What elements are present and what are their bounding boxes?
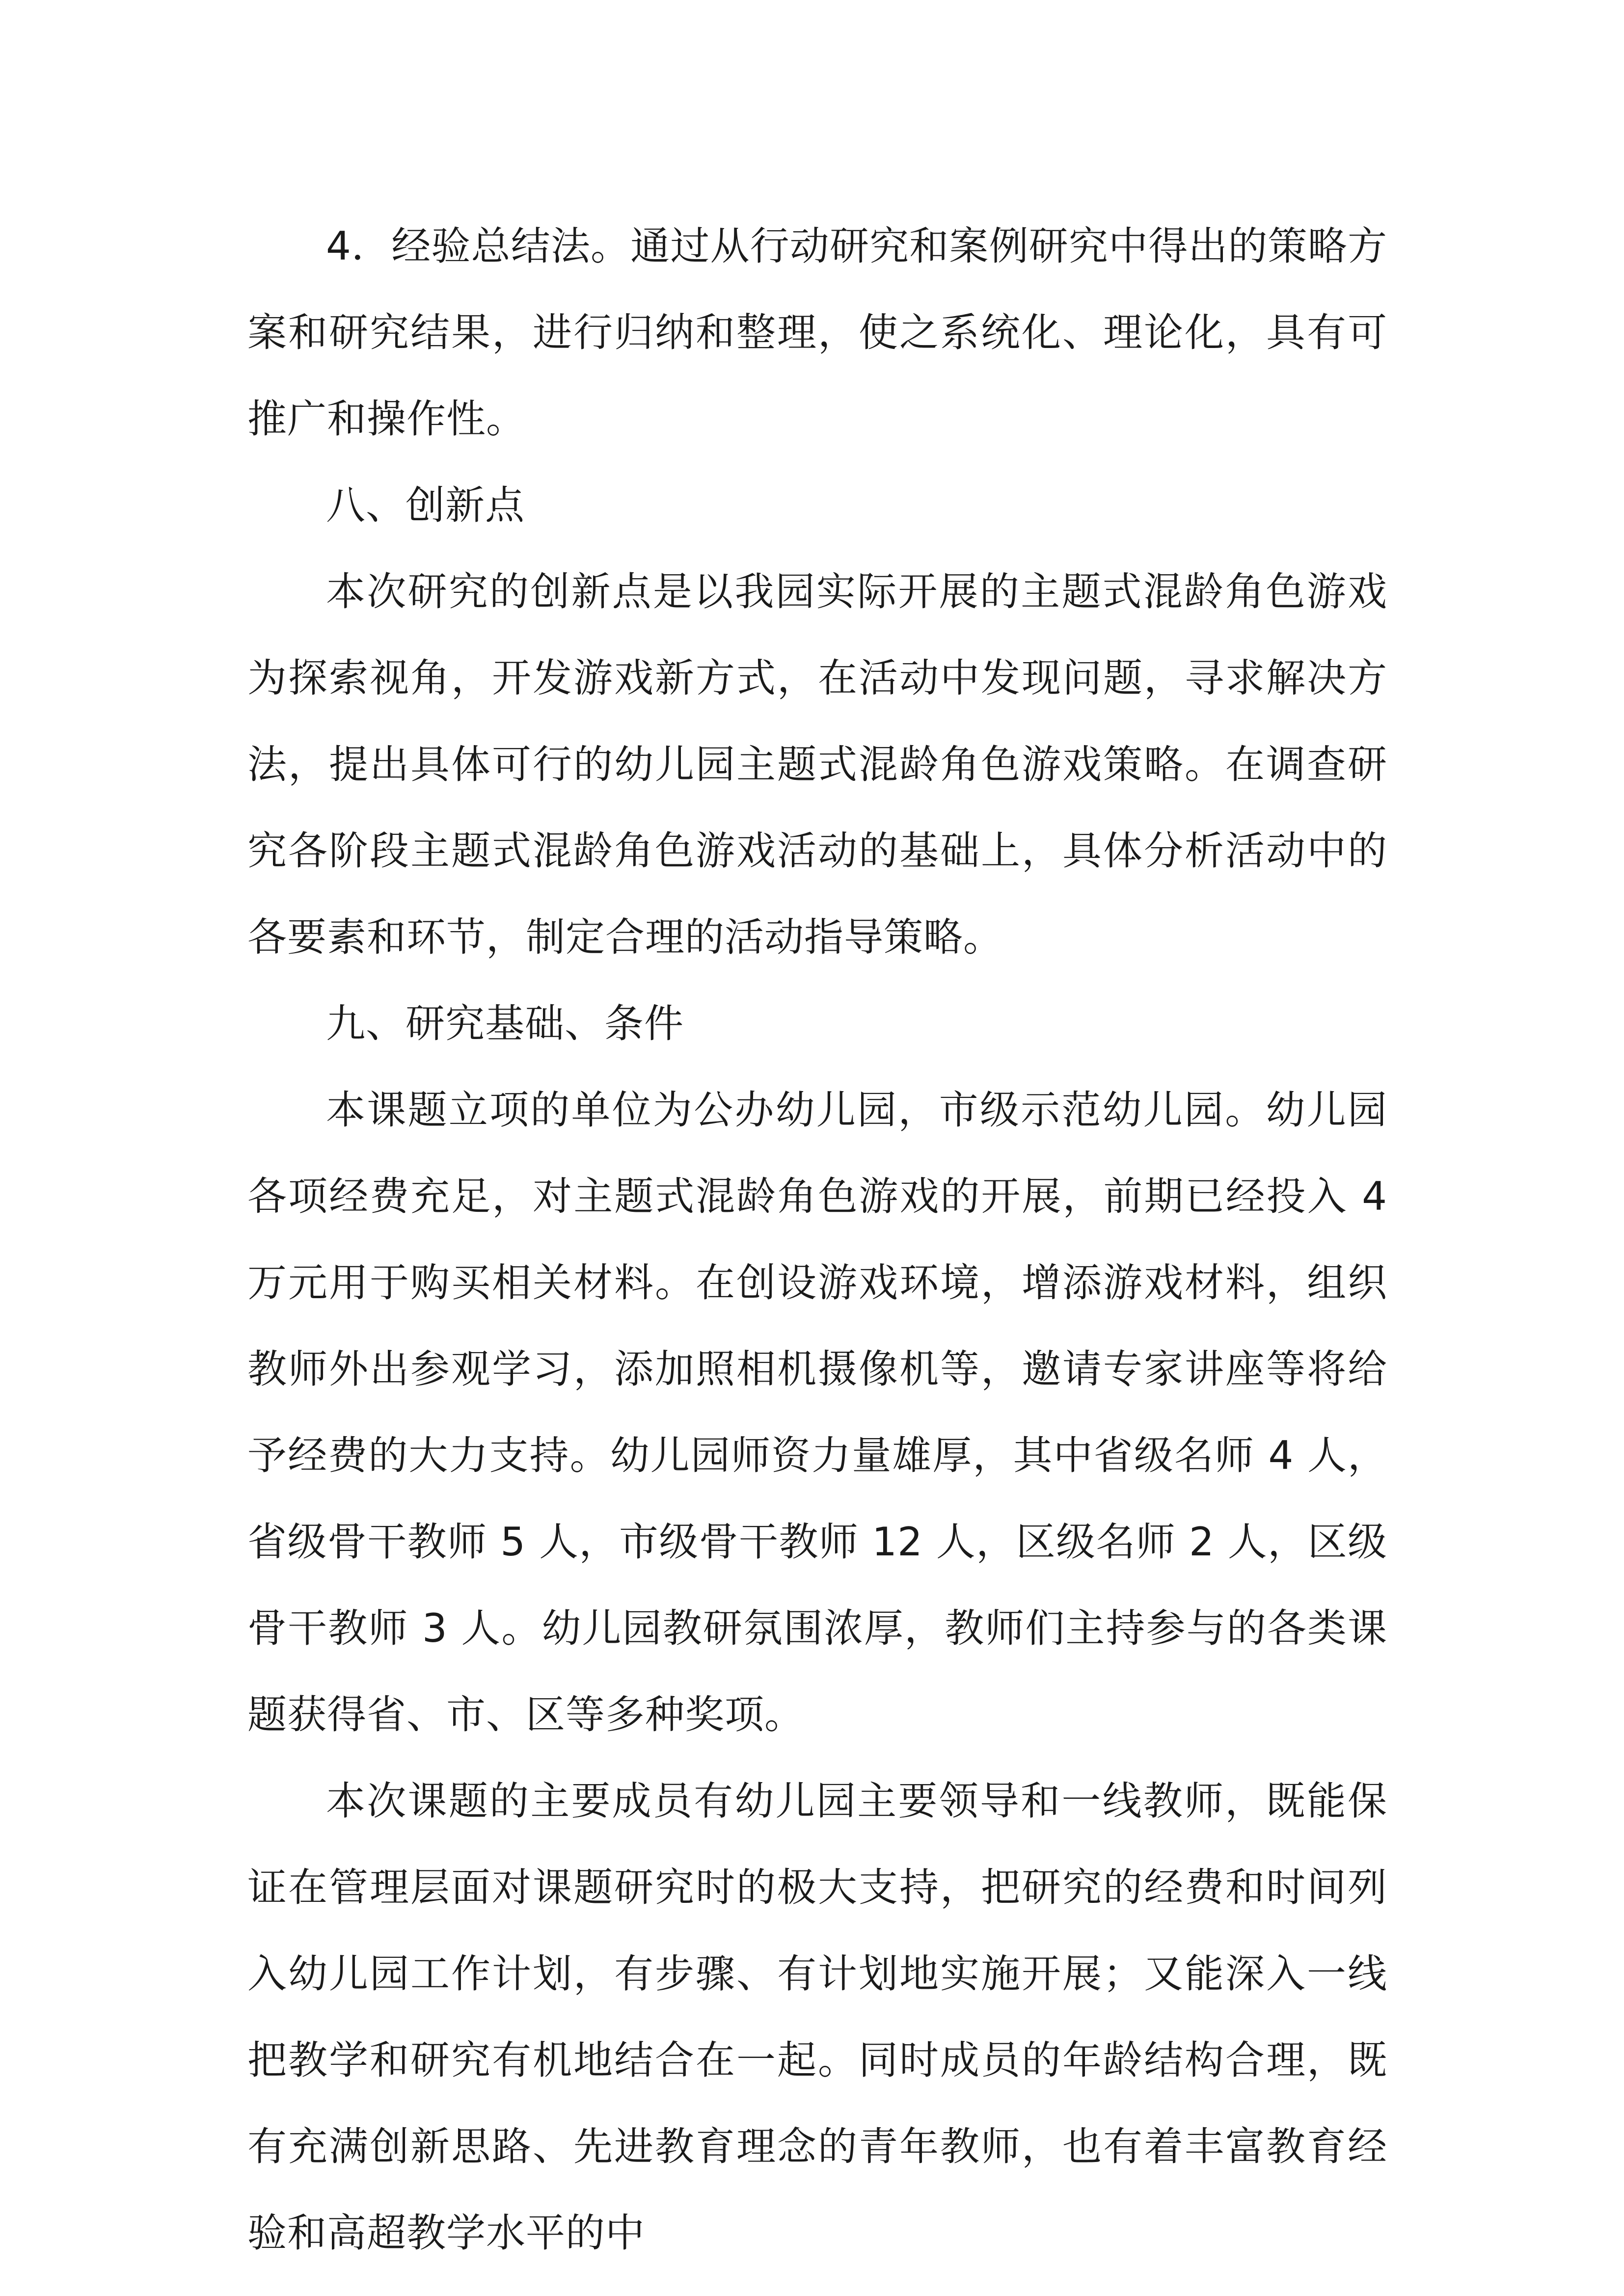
section-heading-innovation: 八、创新点	[326, 482, 525, 528]
document-body	[247, 203, 1387, 2276]
paragraph-research-basis: 本课题立项的单位为公办幼儿园，市级示范幼儿园。幼儿园各项经费充足，对主题式混龄角色游戏的开展，前期已经投入 4 万元用于购买相关材料。在创设游戏环境，增添游戏材料，组织教师外出参观学习，添加照相机摄像机等，邀请专家讲座等将给予经费的大力支持。幼儿园师资力量雄厚，其中省级名师 4 人，省级骨干教师 5 人，市级骨干教师 12 人，区级名师 2 人，区级骨干教师 3 人。幼儿园教研氛围浓厚，教师们主持参与的各类课题获得省、市、区等多种奖项。	[247, 1087, 1387, 1737]
paragraph-innovation: 本次研究的创新点是以我园实际开展的主题式混龄角色游戏为探索视角，开发游戏新方式，在活动中发现问题，寻求解决方法，提出具体可行的幼儿园主题式混龄角色游戏策略。在调查研究各阶段主题式混龄角色游戏活动的基础上，具体分析活动中的各要素和环节，制定合理的活动指导策略。	[247, 569, 1387, 960]
section-heading-research-basis: 九、研究基础、条件	[326, 1001, 684, 1046]
paragraph-team-members: 本次课题的主要成员有幼儿园主要领导和一线教师，既能保证在管理层面对课题研究时的极大支持，把研究的经费和时间列入幼儿园工作计划，有步骤、有计划地实施开展；又能深入一线把教学和研究有机地结合在一起。同时成员的年龄结构合理，既有充满创新思路、先进教育理念的青年教师，也有着丰富教育经验和高超教学水平的中	[247, 1778, 1387, 2256]
paragraph-experience-summary: 4．经验总结法。通过从行动研究和案例研究中得出的策略方案和研究结果，进行归纳和整理，使之系统化、理论化，具有可推广和操作性。	[247, 223, 1387, 442]
